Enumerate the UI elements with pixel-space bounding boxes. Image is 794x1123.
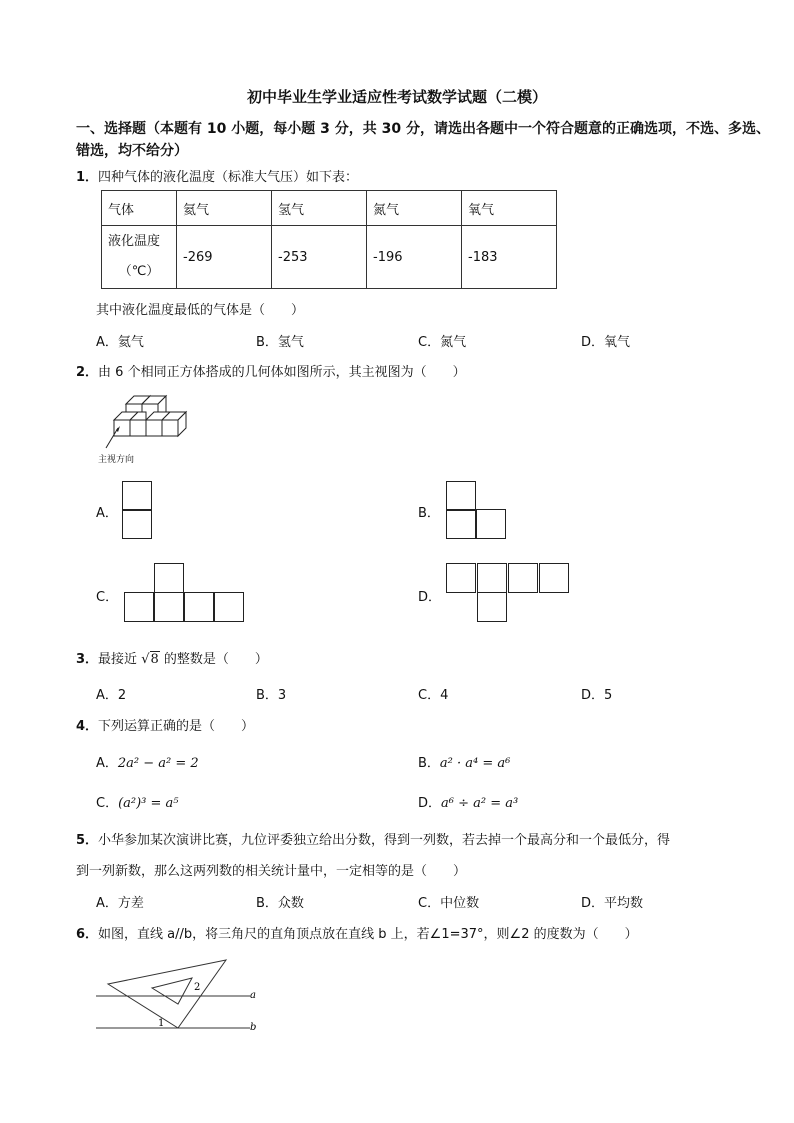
label-b: b: [250, 1022, 257, 1033]
grid-square: [214, 592, 244, 622]
question-number: 2．: [76, 365, 99, 380]
question-text: 小华参加某次演讲比赛，九位评委独立给出分数，得到一列数，若去掉一个最高分和一个最低分，得: [98, 833, 671, 848]
label-angle-2: 2: [194, 982, 201, 993]
question-number: 3．: [76, 652, 99, 667]
option-d[interactable]: D．: [418, 590, 442, 605]
section-heading: 一、选择题（本题有 10 小题，每小题 3 分，共 30 分，请选出各题中一个符合题意的正确选项，不选、多选、错选，均不给分）: [76, 121, 770, 159]
table-header-cell: 气体: [102, 191, 177, 226]
grid-square: [539, 563, 569, 593]
option-d[interactable]: [418, 792, 518, 811]
question-2-stem: [76, 361, 466, 380]
option-a[interactable]: [96, 752, 199, 771]
math-expression: a⁶ ÷ a² = a³: [441, 796, 519, 811]
parallel-lines-triangle-figure: [94, 958, 264, 1038]
question-text: 的整数是（ ）: [163, 652, 268, 667]
question-text: 最接近: [98, 652, 138, 667]
question-text: 下列运算正确的是（ ）: [98, 719, 255, 734]
grid-square: [477, 563, 507, 593]
grid-square: [446, 563, 476, 593]
grid-square: [477, 592, 507, 622]
option-c[interactable]: C．: [96, 590, 119, 605]
grid-square: [154, 563, 184, 593]
grid-square: [122, 509, 152, 539]
question-number: 6．: [76, 927, 99, 942]
option-b[interactable]: B．氢气: [256, 335, 304, 350]
question-5-stem-cont: 到一列新数，那么这两列数的相关统计量中，一定相等的是（ ）: [76, 864, 467, 879]
question-number: 4．: [76, 719, 99, 734]
table-cell: -196: [367, 226, 462, 289]
figure-caption: 主视方向: [98, 455, 135, 465]
table-header-cell: 氦气: [177, 191, 272, 226]
grid-square: [124, 592, 154, 622]
option-a[interactable]: A．方差: [96, 896, 144, 911]
question-1-ask: 其中液化温度最低的气体是（ ）: [96, 303, 305, 318]
option-b[interactable]: [418, 752, 510, 771]
question-4-stem: [76, 715, 254, 734]
question-3-stem: [76, 648, 268, 667]
triangle-ruler-outer: [108, 960, 226, 1028]
grid-square: [476, 509, 506, 539]
option-d[interactable]: D．5: [581, 688, 613, 703]
question-text: 如图，直线 a//b，将三角尺的直角顶点放在直线 b 上，若∠1=37°，则∠2 的度数为（ ）: [98, 927, 638, 942]
question-text: 四种气体的液化温度（标准大气压）如下表：: [98, 170, 359, 185]
liquefaction-table: [101, 190, 557, 289]
page-title: 初中毕业生学业适应性考试数学试题（二模）: [246, 88, 547, 106]
question-number: 1．: [76, 170, 99, 185]
math-expression: 2a² − a² = 2: [117, 756, 199, 771]
grid-square: [184, 592, 214, 622]
question-6-stem: [76, 923, 638, 942]
option-c[interactable]: C．4: [418, 688, 449, 703]
question-number: 5．: [76, 833, 99, 848]
option-c[interactable]: C．氮气: [418, 335, 467, 350]
label-a: a: [250, 990, 256, 1001]
grid-square: [508, 563, 538, 593]
question-text: 由 6 个相同正方体搭成的几何体如图所示，其主视图为（ ）: [98, 365, 466, 380]
table-cell: -253: [272, 226, 367, 289]
math-expression: (a²)³ = a⁵: [118, 796, 179, 811]
row-label-unit: （℃）: [118, 264, 160, 279]
table-header-cell: 氢气: [272, 191, 367, 226]
option-letter: B．: [418, 756, 440, 771]
row-label-line: 液化温度: [108, 234, 161, 249]
sqrt-expression: √8: [141, 652, 159, 667]
option-a[interactable]: A．2: [96, 688, 127, 703]
option-a[interactable]: A．氦气: [96, 335, 144, 350]
option-b[interactable]: B．: [418, 506, 440, 521]
grid-square: [154, 592, 184, 622]
table-header-cell: 氮气: [367, 191, 462, 226]
option-c[interactable]: C．中位数: [418, 896, 480, 911]
question-1-stem: [76, 166, 358, 185]
option-letter: D．: [418, 796, 442, 811]
option-b[interactable]: B．众数: [256, 896, 304, 911]
option-c[interactable]: [96, 792, 179, 811]
table-cell: -269: [177, 226, 272, 289]
grid-square: [446, 481, 476, 511]
grid-square: [122, 481, 152, 511]
triangle-ruler-inner: [152, 978, 192, 1004]
option-b[interactable]: B．3: [256, 688, 287, 703]
radicand: 8: [150, 652, 159, 667]
option-letter: A．: [96, 756, 118, 771]
math-expression: a² · a⁴ = a⁶: [439, 756, 511, 771]
table-header-cell: 氧气: [462, 191, 557, 226]
option-a[interactable]: A．: [96, 506, 118, 521]
option-d[interactable]: D．氧气: [581, 335, 631, 350]
label-angle-1: 1: [158, 1018, 165, 1029]
option-d[interactable]: D．平均数: [581, 896, 644, 911]
option-letter: C．: [96, 796, 119, 811]
question-5-stem: [76, 829, 670, 848]
table-row-label: [102, 226, 177, 289]
table-cell: -183: [462, 226, 557, 289]
grid-square: [446, 509, 476, 539]
view-direction-arrow: [106, 428, 118, 448]
